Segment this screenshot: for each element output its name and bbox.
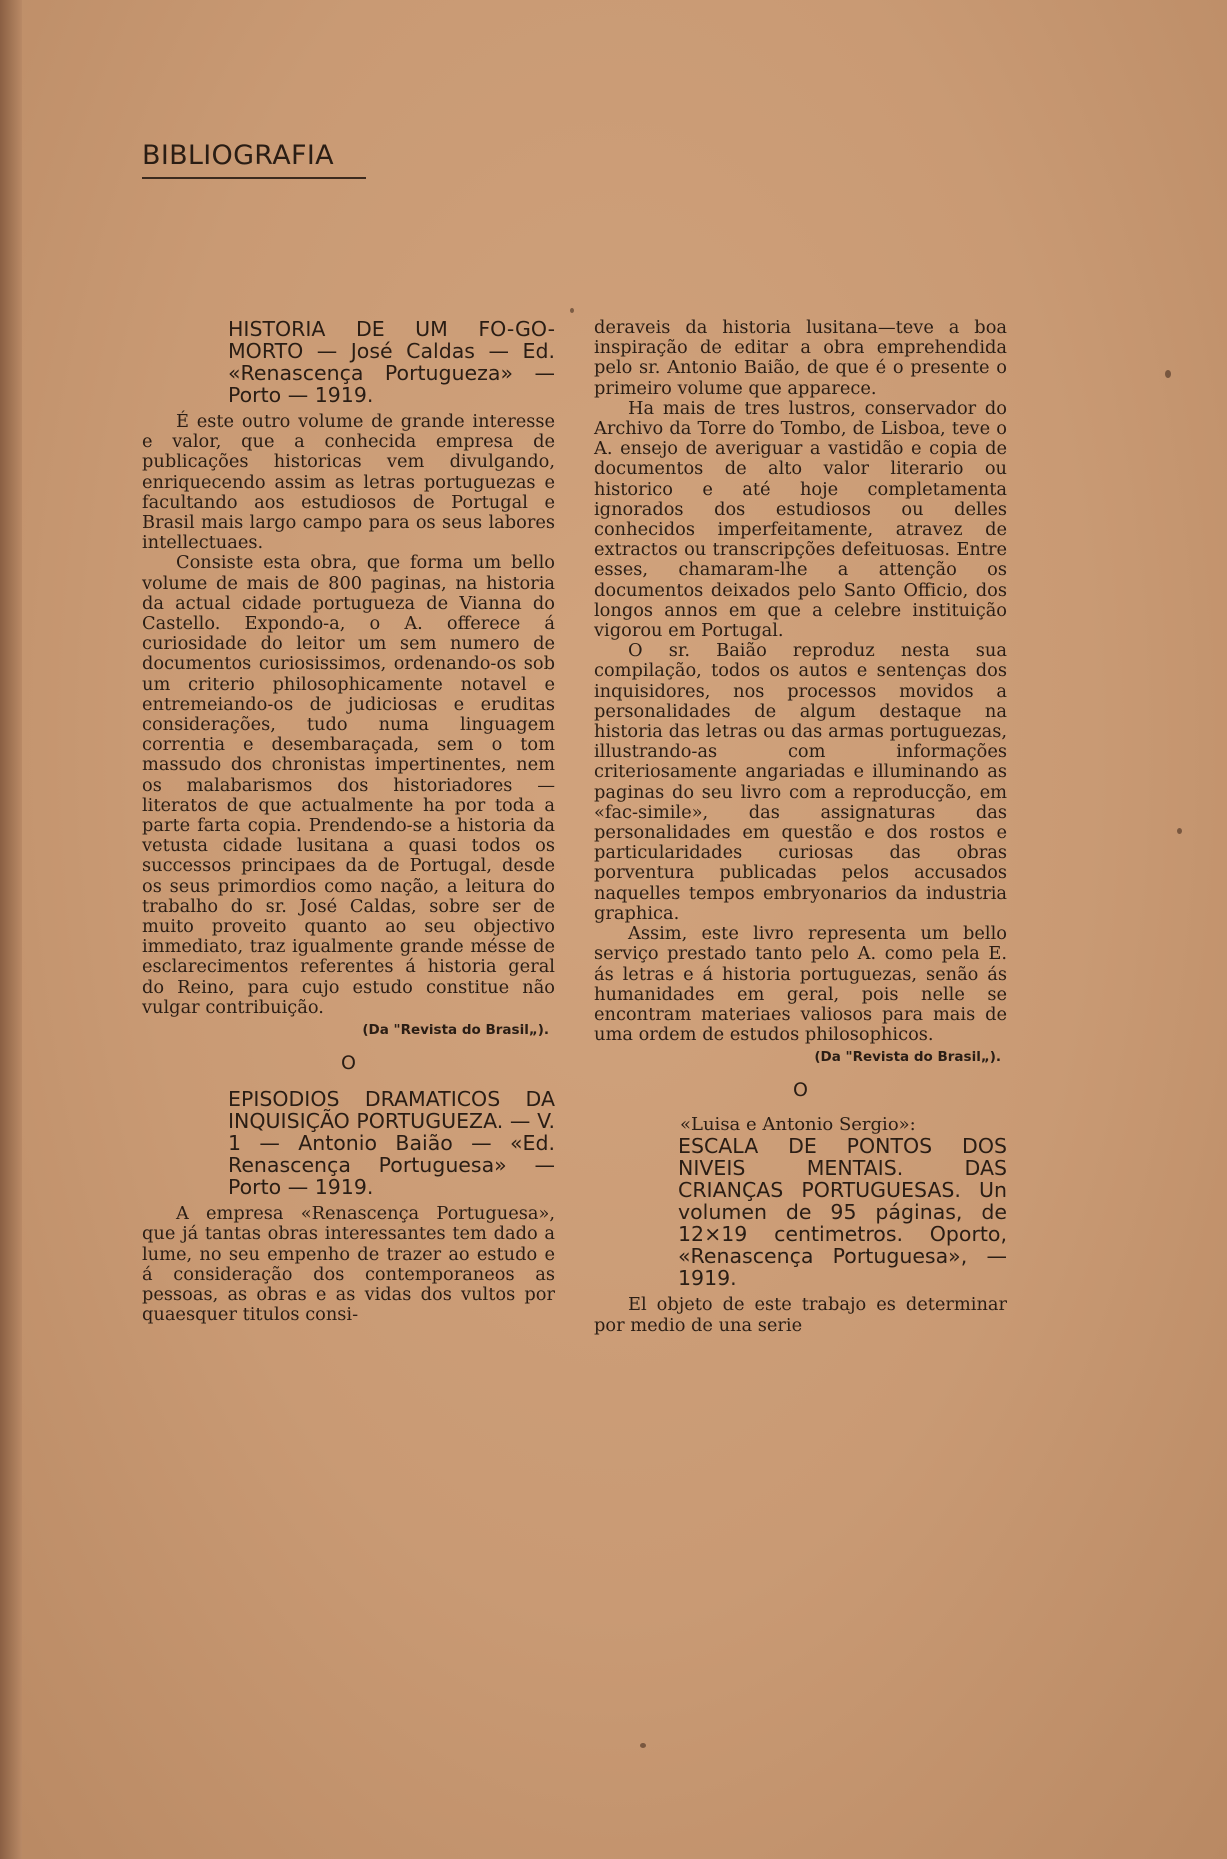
section-separator: O xyxy=(793,1079,808,1102)
page-left-edge xyxy=(0,0,22,1859)
section-heading: BIBLIOGRAFIA xyxy=(142,140,334,171)
entry-paragraph: Ha mais de tres lustros, conservador do Archivo da Torre do Tombo, de Lisboa, teve o A. ensejo de averiguar a vastidão e copia de documentos de alto valor literario ou historico e até hoje completamenta ignorados dos estudiosos ou delles conhecidos imperfeitamente, atravez de extractos ou transcripções defeituosas. Entre esses, chamaram-lhe a attenção os documentos deixados pelo Santo Officio, dos longos annos em que a celebre instituição vigorou em Portugal. xyxy=(594,397,1007,642)
heading-underline xyxy=(142,177,366,179)
right-column xyxy=(594,318,1007,1336)
entry-title-historia: HISTORIA DE UM FO-GO-MORTO — José Caldas — Ed. «Renascença Portugueza» — Porto — 1919. xyxy=(228,317,555,407)
entry-paragraph: O sr. Baião reproduz nesta sua compilação, todos os autos e sentenças dos inquisidores, nos processos movidos a personalidades de algum destaque na historia das letras ou das armas portuguezas, illustrando-as com informações criteriosamente angariadas e illuminando as paginas do seu livro com a reproducção, em «fac-simile», das assignaturas das personalidades em questão e dos rostos e particularidades curiosas das obras porventura publicadas pelos accusados naquelles tempos embryonarios da industria graphica. xyxy=(594,640,1007,924)
paper-spot xyxy=(1177,828,1182,834)
entry-paragraph: A empresa «Renascença Portuguesa», que já tantas obras interessantes tem dado a lume, no seu empenho de trazer ao estudo e á consideração dos contemporaneos as pessoas, as obras e as vidas dos vultos por quaesquer titulos consi- xyxy=(142,1203,555,1326)
paper-spot xyxy=(640,1743,646,1748)
entry-paragraph: É este outro volume de grande interesse e valor, que a conhecida empresa de publicações historicas vem divulgando, enriquecendo assim as letras portuguezas e facultando aos estudiosos de Portugal e Brasil mais largo campo para os seus labores intellectuaes. xyxy=(142,411,555,554)
entry-paragraph: Assim, este livro representa um bello serviço prestado tanto pelo A. como pela E. ás letras e á historia portuguezas, senão ás humanidades em geral, pois nelle se encontram materiaes valiosos para mais de uma ordem de estudos philosophicos. xyxy=(594,923,1007,1046)
entry-paragraph: Consiste esta obra, que forma um bello volume de mais de 800 paginas, na historia da actual cidade portugueza de Vianna do Castello. Expondo-a, o A. offerece á curiosidade do leitor um sem numero de documentos curiosissimos, ordenando-os sob um criterio philosophicamente notavel e entremeiando-os de judiciosas e eruditas considerações, tudo numa linguagem correntia e desembaraçada, sem o tom massudo dos chronistas impertinentes, nem os malabarismos dos historiadores — literatos de que actualmente ha por toda a parte farta copia. Prendendo-se a historia da vetusta cidade lusitana a quasi todos os successos principaes da de Portugal, desde os seus primordios como nação, a leitura do trabalho do sr. José Caldas, sobre ser de muito proveito quanto ao seu objectivo immediato, traz igualmente grande mésse de esclarecimentos referentes á historia geral do Reino, para cujo estudo constitue não vulgar contribuição. xyxy=(142,552,555,1018)
section-separator: O xyxy=(341,1052,356,1075)
entry-paragraph: deraveis da historia lusitana—teve a boa inspiração de editar a obra emprehendida pelo sr. Antonio Baião, de que é o presente o primeiro volume que apparece. xyxy=(594,317,1007,399)
paper-spot xyxy=(570,308,574,313)
entry-paragraph: El objeto de este trabajo es determinar por medio de una serie xyxy=(594,1294,1007,1336)
source-citation: (Da "Revista do Brasil„). xyxy=(814,1049,1001,1066)
entry-authors: «Luisa e Antonio Sergio»: xyxy=(680,1114,916,1136)
left-column xyxy=(142,318,555,1325)
source-citation: (Da "Revista do Brasil„). xyxy=(362,1022,549,1039)
entry-title-episodios: EPISODIOS DRAMATICOS DA INQUISIÇÃO PORTUGUEZA. — V. 1 — Antonio Baião — «Ed. Renascença Portuguesa» — Porto — 1919. xyxy=(228,1087,555,1200)
entry-title-escala: ESCALA DE PONTOS DOS NIVEIS MENTAIS. DAS CRIANÇAS PORTUGUESAS. Un volumen de 95 páginas, de 12×19 centimetros. Oporto, «Renascença Portuguesa», — 1919. xyxy=(678,1134,1007,1291)
paper-spot xyxy=(1165,370,1171,378)
